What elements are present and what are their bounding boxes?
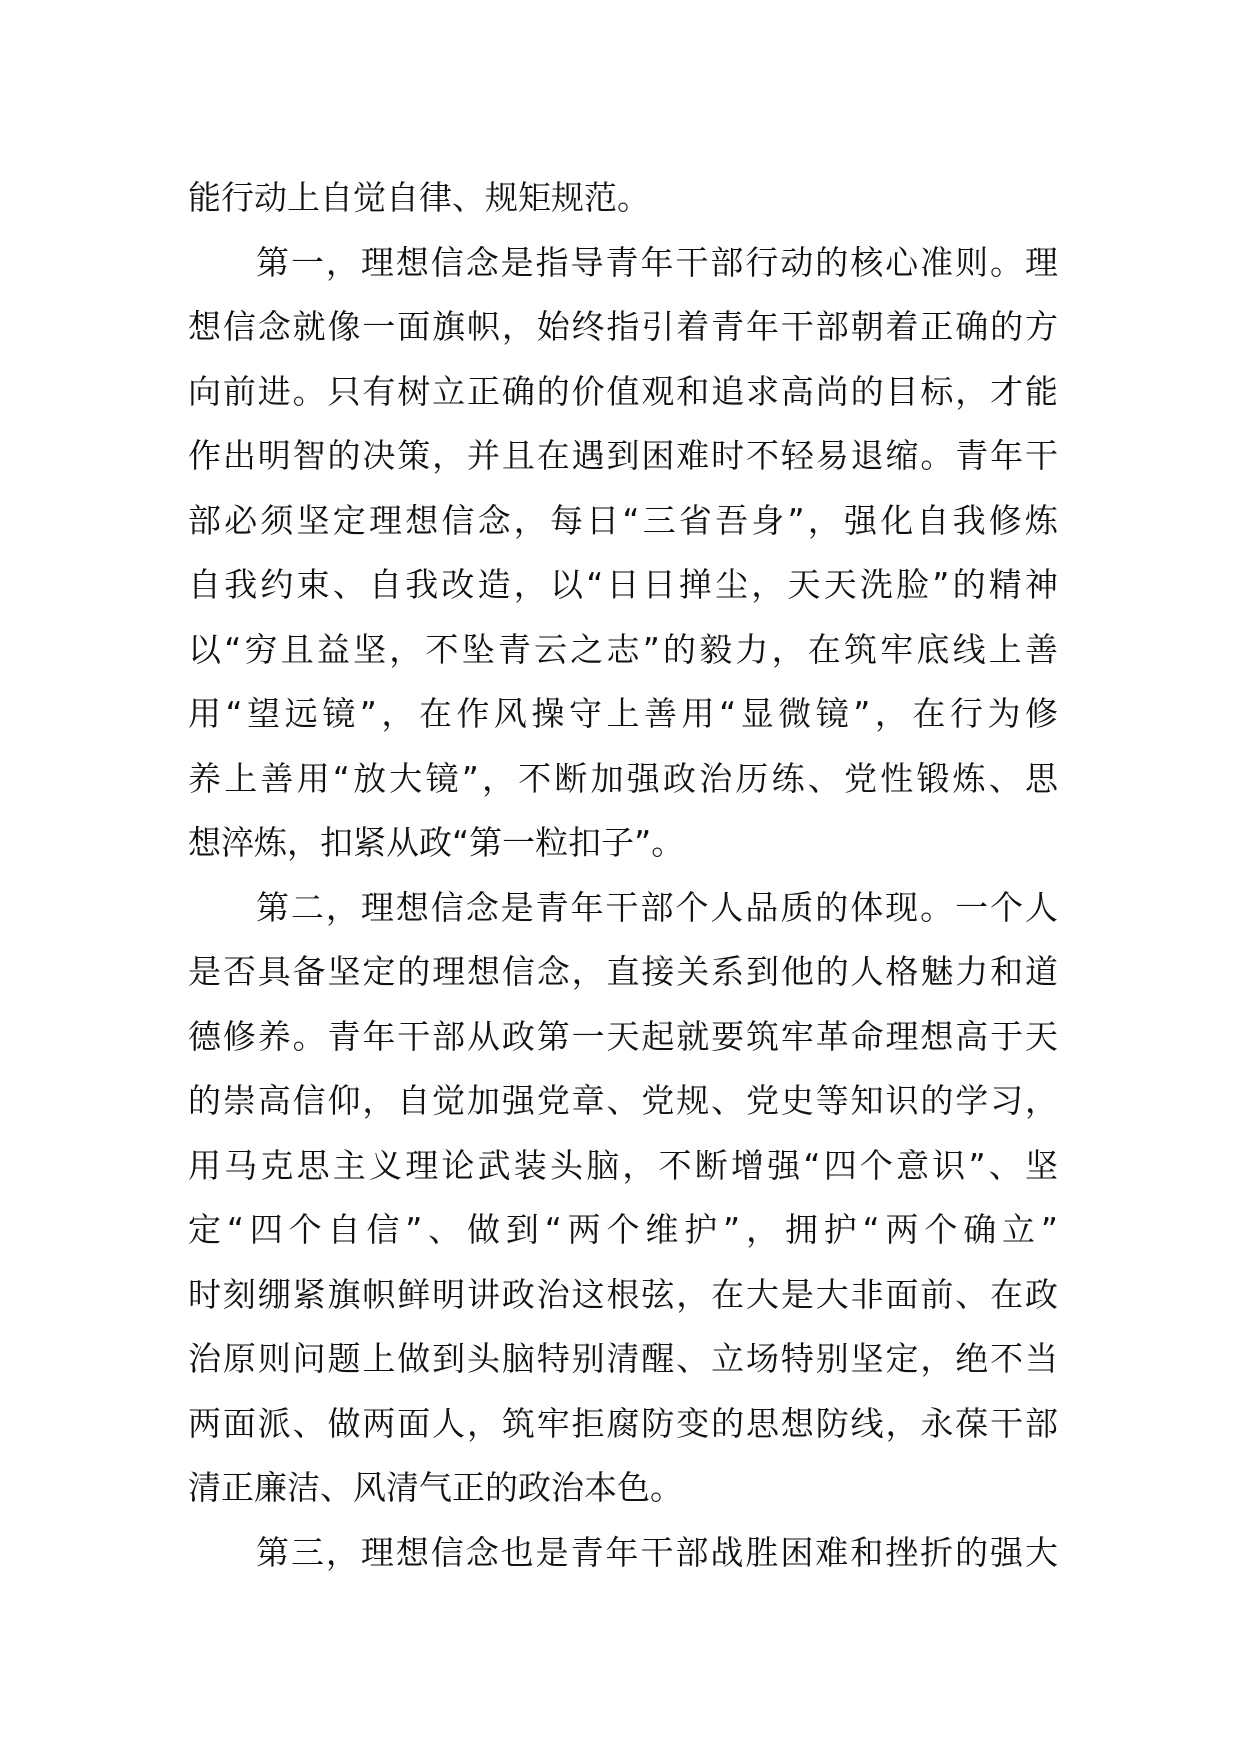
text-line: 第三，理想信念也是青年干部战胜困难和挫折的强大 [256, 1532, 1058, 1572]
text-line: 是否具备坚定的理想信念，直接关系到他的人格魅力和道 [188, 952, 1058, 991]
text-line: 部必须坚定理想信念，每日“三省吾身”，强化自我修炼 [188, 500, 1058, 540]
text-line: 的崇高信仰，自觉加强党章、党规、党史等知识的学习， [188, 1081, 1058, 1120]
text-line: 第二，理想信念是青年干部个人品质的体现。一个人 [256, 887, 1058, 927]
text-line: 以“穷且益坚，不坠青云之志”的毅力，在筑牢底线上善 [188, 629, 1058, 669]
text-line: 作出明智的决策，并且在遇到困难时不轻易退缩。青年干 [188, 436, 1058, 475]
text-line: 两面派、做两面人，筑牢拒腐防变的思想防线，永葆干部 [188, 1403, 1058, 1443]
text-line: 定“四个自信”、做到“两个维护”，拥护“两个确立” [188, 1210, 1058, 1249]
text-line: 第一，理想信念是指导青年干部行动的核心准则。理 [256, 242, 1058, 282]
document-body [188, 166, 1058, 1585]
text-line: 时刻绷紧旗帜鲜明讲政治这根弦，在大是大非面前、在政 [188, 1274, 1058, 1314]
text-line: 自我约束、自我改造，以“日日掸尘，天天洗脸”的精神 [188, 565, 1058, 604]
text-line: 用马克思主义理论武装头脑，不断增强“四个意识”、坚 [188, 1145, 1058, 1185]
text-line: 想信念就像一面旗帜，始终指引着青年干部朝着正确的方 [188, 307, 1058, 346]
text-line: 能行动上自觉自律、规矩规范。 [188, 178, 650, 217]
text-line: 治原则问题上做到头脑特别清醒、立场特别坚定，绝不当 [188, 1339, 1058, 1378]
text-line: 用“望远镜”，在作风操守上善用“显微镜”，在行为修 [188, 694, 1058, 733]
text-line: 想淬炼，扣紧从政“第一粒扣子”。 [188, 823, 685, 862]
text-line: 德修养。青年干部从政第一天起就要筑牢革命理想高于天 [188, 1016, 1058, 1056]
text-line: 清正廉洁、风清气正的政治本色。 [188, 1468, 683, 1507]
text-line: 养上善用“放大镜”，不断加强政治历练、党性锻炼、思 [188, 758, 1058, 798]
text-line: 向前进。只有树立正确的价值观和追求高尚的目标，才能 [188, 371, 1058, 411]
